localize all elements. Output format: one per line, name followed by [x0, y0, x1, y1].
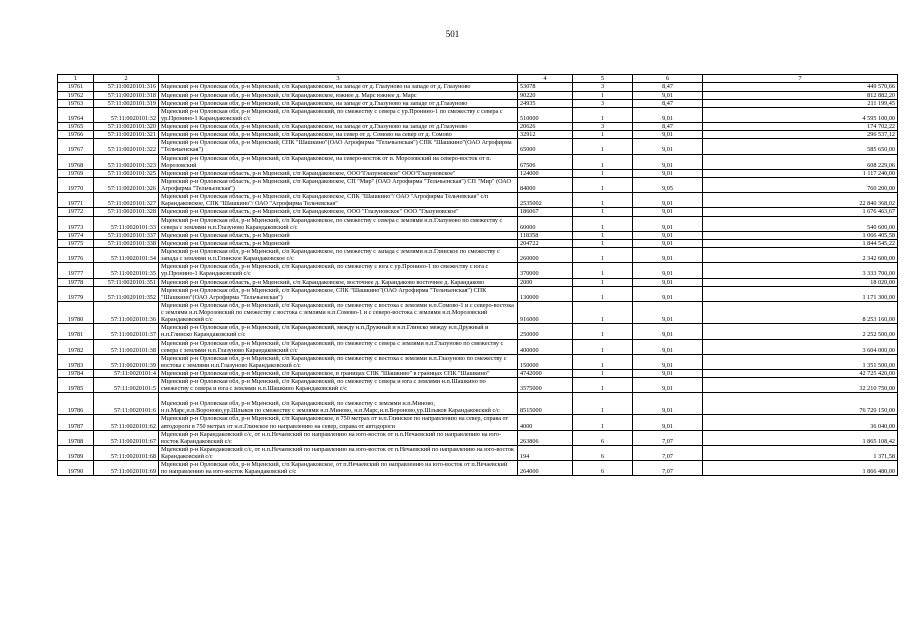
- rate-value: 9,01: [633, 231, 703, 239]
- row-number: 19767: [58, 139, 94, 154]
- column-5-value: 1: [573, 354, 633, 369]
- cadastral-number: 57:11:0020101:5: [94, 378, 159, 393]
- column-5-value: 1: [573, 370, 633, 378]
- table-row: [58, 461, 898, 476]
- location-description: Мценский р-н Орловская обл, р-н Мценский, с/п Карандаковское, по смежеству с запада с землями н.п.Глинское по смежеству с запада с землями н.п.Глинское Карандаковское с/с: [159, 248, 518, 263]
- header-col-3: 3: [159, 75, 518, 83]
- cadastral-number: 57:11:0020101:39: [94, 354, 159, 369]
- area-value: 186067: [518, 208, 573, 216]
- cadastral-number: 57:11:0020101:325: [94, 169, 159, 177]
- rate-value: 9,01: [633, 286, 703, 301]
- sum-value: 32 210 750,00: [703, 378, 898, 393]
- area-value: 67506: [518, 154, 573, 169]
- location-description: Мценский р-н Орловская обл, р-н Мценский, с/п Карандаковское, от п.Нечаевский по направлению на юго-восток от п.Нечаевский по направлению на юго-восток Карандаковский с/с: [159, 461, 518, 476]
- cadastral-number: 57:11:0020101:327: [94, 193, 159, 208]
- location-description: Мценский р-н Орловская обл, р-н Мценский, с/п Карандаковское, в 750 метрах от н.п.Глинское по направлению на север, справа от автодороги в 750 метрах от н.п.Глинское по направлению на север, справа от автодороги: [159, 415, 518, 430]
- area-value: 2535002: [518, 193, 573, 208]
- area-value: 260000: [518, 248, 573, 263]
- sum-value: 1 171 300,00: [703, 286, 898, 301]
- row-number: 19778: [58, 278, 94, 286]
- area-value: 510000: [518, 107, 573, 122]
- rate-value: 9,01: [633, 154, 703, 169]
- location-description: Мценский р-н Карандаковский с/с, от н.п.Нечаевский по направлению на юго-восток от п.Нечаевский по направлению на юго-восток Карандаковский с/с: [159, 445, 518, 460]
- sum-value: 18 020,00: [703, 278, 898, 286]
- location-description: Мценский р-н Орловская обл, р-н Мценский, с/п Карандаковский, по смежеству с юга с ур.Пронино-1 по смежеству с юга с ур.Пронино-1 Карандаковский с/с: [159, 263, 518, 278]
- location-description: Мценский р-н Орловская обл, р-н Мценский, с/п Карандаковское, на северо-восток от п. Морозовский на северо-восток от п. Морозовский: [159, 154, 518, 169]
- table-row: [58, 393, 898, 415]
- column-5-value: 1: [573, 216, 633, 231]
- sum-value: 1 371,58: [703, 445, 898, 460]
- table-row: [58, 430, 898, 445]
- row-number: 19785: [58, 378, 94, 393]
- sum-value: 760 200,00: [703, 177, 898, 192]
- rate-value: 8,47: [633, 83, 703, 91]
- table-row: [58, 231, 898, 239]
- row-number: 19770: [58, 177, 94, 192]
- table-row: [58, 339, 898, 354]
- row-number: 19788: [58, 430, 94, 445]
- cadastral-number: 57:11:0020101:33: [94, 216, 159, 231]
- row-number: 19786: [58, 393, 94, 415]
- sum-value: 1 066 405,58: [703, 231, 898, 239]
- row-number: 19780: [58, 301, 94, 323]
- column-5-value: 3: [573, 123, 633, 131]
- table-row: [58, 99, 898, 107]
- cadastral-number: 57:11:0020101:316: [94, 83, 159, 91]
- column-5-value: 1: [573, 415, 633, 430]
- row-number: 19789: [58, 445, 94, 460]
- table-row: [58, 378, 898, 393]
- column-5-value: 3: [573, 99, 633, 107]
- cadastral-number: 57:11:0020101:35: [94, 263, 159, 278]
- cadastral-number: 57:11:0020101:32: [94, 107, 159, 122]
- sum-value: 1 676 463,67: [703, 208, 898, 216]
- area-value: 2000: [518, 278, 573, 286]
- sum-value: 608 229,06: [703, 154, 898, 169]
- area-value: 20626: [518, 123, 573, 131]
- header-col-6: 6: [633, 75, 703, 83]
- rate-value: 9,01: [633, 354, 703, 369]
- area-value: 4000: [518, 415, 573, 430]
- rate-value: 9,01: [633, 393, 703, 415]
- row-number: 19768: [58, 154, 94, 169]
- table-row: [58, 324, 898, 339]
- table-row: [58, 248, 898, 263]
- column-5-value: 1: [573, 324, 633, 339]
- row-number: 19773: [58, 216, 94, 231]
- sum-value: 1 865 108,42: [703, 430, 898, 445]
- column-5-value: 3: [573, 83, 633, 91]
- area-value: 916000: [518, 301, 573, 323]
- location-description: Мценский р-н Орловская обл, р-н Мценский, с/п Карандаковское, по смежеству с севера с землями н.п.Глазуново по смежеству с севера с землями н.п.Глазуново Карандаковский с/с: [159, 216, 518, 231]
- table-row: [58, 278, 898, 286]
- land-register-table: [57, 74, 898, 476]
- rate-value: 9,01: [633, 248, 703, 263]
- column-5-value: 1: [573, 339, 633, 354]
- row-number: 19779: [58, 286, 94, 301]
- column-5-value: 1: [573, 193, 633, 208]
- cadastral-number: 57:11:0020101:319: [94, 99, 159, 107]
- rate-value: 9,01: [633, 324, 703, 339]
- area-value: 4742000: [518, 370, 573, 378]
- rate-value: 9,01: [633, 263, 703, 278]
- table-row: [58, 123, 898, 131]
- sum-value: 540 600,00: [703, 216, 898, 231]
- column-5-value: 1: [573, 378, 633, 393]
- cadastral-number: 57:11:0020101:67: [94, 430, 159, 445]
- location-description: Мценский р-н Орловская область, р-н Мценский: [159, 239, 518, 247]
- cadastral-number: 57:11:0020101:326: [94, 177, 159, 192]
- cadastral-number: 57:11:0020101:34: [94, 248, 159, 263]
- table-row: [58, 239, 898, 247]
- cadastral-number: 57:11:0020101:328: [94, 208, 159, 216]
- rate-value: 9,01: [633, 378, 703, 393]
- column-5-value: 1: [573, 248, 633, 263]
- table-row: [58, 286, 898, 301]
- cadastral-number: 57:11:0020101:320: [94, 123, 159, 131]
- area-value: 53078: [518, 83, 573, 91]
- row-number: 19771: [58, 193, 94, 208]
- sum-value: 2 342 600,00: [703, 248, 898, 263]
- cadastral-number: 57:11:0020101:323: [94, 154, 159, 169]
- cadastral-number: 57:11:0020101:337: [94, 231, 159, 239]
- location-description: Мценский р-н Орловская обл, р-н Мценский, с/п Карандаковский, между н.п.Дружный и н.п.Глинско между н.п.Дружный и н.п.Глинско Карандаковский с/с: [159, 324, 518, 339]
- row-number: 19762: [58, 91, 94, 99]
- rate-value: 9,01: [633, 216, 703, 231]
- table-row: [58, 139, 898, 154]
- table-row: [58, 301, 898, 323]
- rate-value: 9,01: [633, 91, 703, 99]
- rate-value: 8,47: [633, 123, 703, 131]
- row-number: 19761: [58, 83, 94, 91]
- sum-value: 1 866 480,00: [703, 461, 898, 476]
- table-row: [58, 415, 898, 430]
- sum-value: 1 117 240,00: [703, 169, 898, 177]
- sum-value: 36 040,00: [703, 415, 898, 430]
- header-col-5: 5: [573, 75, 633, 83]
- cadastral-number: 57:11:0020101:37: [94, 324, 159, 339]
- location-description: Мценский р-н Орловская область, р-н Мценский: [159, 231, 518, 239]
- area-value: 264000: [518, 461, 573, 476]
- cadastral-number: 57:11:0020101:321: [94, 131, 159, 139]
- row-number: 19769: [58, 169, 94, 177]
- table-row: [58, 208, 898, 216]
- table-row: [58, 216, 898, 231]
- sum-value: 76 720 150,00: [703, 393, 898, 415]
- column-5-value: 6: [573, 461, 633, 476]
- column-5-value: 1: [573, 239, 633, 247]
- column-5-value: 1: [573, 107, 633, 122]
- column-5-value: 1: [573, 91, 633, 99]
- area-value: 60000: [518, 216, 573, 231]
- row-number: 19774: [58, 231, 94, 239]
- table-row: [58, 107, 898, 122]
- sum-value: 174 702,22: [703, 123, 898, 131]
- sum-value: 211 199,45: [703, 99, 898, 107]
- rate-value: 9,01: [633, 278, 703, 286]
- table-row: [58, 177, 898, 192]
- area-value: 194: [518, 445, 573, 460]
- rate-value: 7,07: [633, 430, 703, 445]
- area-value: 118358: [518, 231, 573, 239]
- column-5-value: 1: [573, 278, 633, 286]
- sum-value: 3 333 700,00: [703, 263, 898, 278]
- location-description: Мценский р-н Орловская обл, р-н Мценский, с/п Карандаковский, по смежеству с севера и юга с землями н.п.Шашкино по смежеству с севера и юга с землями н.п.Шашкино Карандаковский с/с: [159, 378, 518, 393]
- area-value: 65000: [518, 139, 573, 154]
- sum-value: 585 650,00: [703, 139, 898, 154]
- column-5-value: 1: [573, 177, 633, 192]
- area-value: 263806: [518, 430, 573, 445]
- row-number: 19782: [58, 339, 94, 354]
- area-value: 204722: [518, 239, 573, 247]
- table-row: [58, 370, 898, 378]
- location-description: Мценский р-н Орловская обл, р-н Мценский, с/п Карандаковское, на западе от д.Глазуново на западе от д.Глазуново: [159, 123, 518, 131]
- area-value: 250000: [518, 324, 573, 339]
- location-description: Мценский р-н Орловская область, р-н Мценский, с/п Карандаковское, СП "Мир" (ОАО Агрофирма "Тельчьенская") СП "Мир" (ОАО Агрофирма "Тельчьенская"): [159, 177, 518, 192]
- column-5-value: 1: [573, 286, 633, 301]
- column-5-value: 1: [573, 169, 633, 177]
- table-row: [58, 91, 898, 99]
- row-number: 19766: [58, 131, 94, 139]
- area-value: 370000: [518, 263, 573, 278]
- location-description: Мценский р-н Орловская обл, р-н Мценский, с/п Карандаковское, в границах СПК "Шашкино" в границах СПК "Шашкино": [159, 370, 518, 378]
- location-description: Мценский р-н Орловская обл, р-н Мценский, с/п Карандаковский, по смежеству с востока с землями н.п.Сомово-1 и с северо-востока с землями н.п.Морозовский по смежеству с востока с землями н.п.Сомово-1 и с северо-востока с землями н.п.Морозовский Карандаковский с/с: [159, 301, 518, 323]
- area-value: 3575000: [518, 378, 573, 393]
- sum-value: 1 351 500,00: [703, 354, 898, 369]
- cadastral-number: 57:11:0020101:69: [94, 461, 159, 476]
- area-value: 130000: [518, 286, 573, 301]
- rate-value: 7,07: [633, 445, 703, 460]
- table-row: [58, 154, 898, 169]
- header-col-1: 1: [58, 75, 94, 83]
- cadastral-number: 57:11:0020101:351: [94, 278, 159, 286]
- area-value: 400000: [518, 339, 573, 354]
- rate-value: 9,01: [633, 208, 703, 216]
- area-value: 24935: [518, 99, 573, 107]
- area-value: 32912: [518, 131, 573, 139]
- cadastral-number: 57:11:0020101:4: [94, 370, 159, 378]
- column-5-value: 1: [573, 393, 633, 415]
- header-col-7: 7: [703, 75, 898, 83]
- table-row: [58, 83, 898, 91]
- sum-value: 4 595 100,00: [703, 107, 898, 122]
- sum-value: 2 252 500,00: [703, 324, 898, 339]
- cadastral-number: 57:11:0020101:352: [94, 286, 159, 301]
- location-description: Мценский р-н Орловская область, р-н Мценский, с/п Карандаковское, восточнее д. Карандаково восточнее д. Карандаково: [159, 278, 518, 286]
- rate-value: 9,01: [633, 107, 703, 122]
- row-number: 19765: [58, 123, 94, 131]
- sum-value: 1 844 545,22: [703, 239, 898, 247]
- table-row: [58, 263, 898, 278]
- sum-value: 449 570,66: [703, 83, 898, 91]
- cadastral-number: 57:11:0020101:62: [94, 415, 159, 430]
- rate-value: 9,01: [633, 239, 703, 247]
- row-number: 19776: [58, 248, 94, 263]
- location-description: Мценский р-н Орловская обл, р-н Мценский, с/п Карандаковский, по смежеству с востока с землями н.п.Глазуново по смежеству с востока с землями н.п.Глазуново Карандаковский с/с: [159, 354, 518, 369]
- row-number: 19777: [58, 263, 94, 278]
- rate-value: 9,01: [633, 193, 703, 208]
- page-number: 501: [445, 29, 460, 39]
- rate-value: 9,01: [633, 415, 703, 430]
- location-description: Мценский р-н Орловская обл, р-н Мценский, с/п Карандаковское, на север от д. Сомово на север от д. Сомово: [159, 131, 518, 139]
- rate-value: 9,01: [633, 169, 703, 177]
- area-value: 90220: [518, 91, 573, 99]
- header-col-4: 4: [518, 75, 573, 83]
- sum-value: 8 253 160,00: [703, 301, 898, 323]
- location-description: Мценский р-н Орловская область, р-н Мценский, с/п Карандаковское, ООО"Глазуновское" ООО"Глазуновское": [159, 169, 518, 177]
- table-row: [58, 445, 898, 460]
- cadastral-number: 57:11:0020101:322: [94, 139, 159, 154]
- row-number: 19775: [58, 239, 94, 247]
- location-description: Мценский р-н Орловская обл, р-н Мценский, с/п Карандаковское, СПК "Шашкино"(ОАО Агрофирма "Тельчьенская") СПК "Шашкино"(ОАО Агрофирма "Тельчьенская"): [159, 286, 518, 301]
- rate-value: 9,01: [633, 131, 703, 139]
- location-description: Мценский р-н Орловская обл, р-н Мценский, с/п Карандаковское, на западе от д. Глазуново на западе от д. Глазуново: [159, 83, 518, 91]
- column-5-value: 1: [573, 208, 633, 216]
- table-row: [58, 354, 898, 369]
- cadastral-number: 57:11:0020101:6: [94, 393, 159, 415]
- sum-value: 42 725 420,00: [703, 370, 898, 378]
- table-row: [58, 193, 898, 208]
- sum-value: 3 604 000,00: [703, 339, 898, 354]
- header-col-2: 2: [94, 75, 159, 83]
- rate-value: 9,01: [633, 339, 703, 354]
- location-description: Мценский р-н Орловская обл, р-н Мценский, с/п Карандаковский, по смежеству с севера с ур.Пронино-1 по смежеству с севера с ур.Пронино-1 Карандаковский с/с: [159, 107, 518, 122]
- location-description: Мценский р-н Орловская область, р-н Мценский, с/п Карандаковское, ООО "Глазуновское" ООО "Глазуновское": [159, 208, 518, 216]
- rate-value: 9,01: [633, 301, 703, 323]
- location-description: Мценский р-н Орловская обл, р-н Мценский, с/п Карандаковское, южнее д. Марс южнее д. Марс: [159, 91, 518, 99]
- row-number: 19784: [58, 370, 94, 378]
- area-value: 8515000: [518, 393, 573, 415]
- sum-value: 812 882,20: [703, 91, 898, 99]
- area-value: 84000: [518, 177, 573, 192]
- cadastral-number: 57:11:0020101:36: [94, 301, 159, 323]
- location-description: Мценский р-н Орловская область, р-н Мценский, с/п Карандаковское, СПК "Шашкино"/ ОАО "Агрофирма Тельчевская" с/п Карандаковское, СПК "Шашкино"/ ОАО "Агрофирма Тельчевская": [159, 193, 518, 208]
- location-description: Мценский р-н Орловская обл, р-н Мценский, с/п Карандаковский, по смежеству с землями н.п.Миново, н.п.Марс,н.п.Вороново,ур.Шлыков по смежеству с землями н.п.Миново, н.п.Марс,н.п.Вороново,ур.Шлыков Карандаковский с/с: [159, 393, 518, 415]
- column-5-value: 1: [573, 139, 633, 154]
- row-number: 19781: [58, 324, 94, 339]
- column-5-value: 1: [573, 131, 633, 139]
- column-5-value: 1: [573, 154, 633, 169]
- sum-value: 22 840 368,02: [703, 193, 898, 208]
- row-number: 19763: [58, 99, 94, 107]
- rate-value: 9,01: [633, 370, 703, 378]
- rate-value: 8,47: [633, 99, 703, 107]
- rate-value: 9,01: [633, 139, 703, 154]
- location-description: Мценский р-н Орловская обл, р-н Мценский, СПК "Шашкино"(ОАО Агрофирма "Тельчьенская") СПК "Шашкино"(ОАО Агрофирма "Тельчьенская"): [159, 139, 518, 154]
- location-description: Мценский р-н Орловская обл, р-н Мценский, с/п Карандаковское, на западе от д.Глазуново на западе от д.Глазуново: [159, 99, 518, 107]
- row-number: 19772: [58, 208, 94, 216]
- column-5-value: 6: [573, 430, 633, 445]
- cadastral-number: 57:11:0020101:38: [94, 339, 159, 354]
- cadastral-number: 57:11:0020101:68: [94, 445, 159, 460]
- row-number: 19764: [58, 107, 94, 122]
- area-value: 124000: [518, 169, 573, 177]
- rate-value: 7,07: [633, 461, 703, 476]
- row-number: 19790: [58, 461, 94, 476]
- row-number: 19787: [58, 415, 94, 430]
- row-number: 19783: [58, 354, 94, 369]
- column-5-value: 1: [573, 263, 633, 278]
- column-5-value: 6: [573, 445, 633, 460]
- location-description: Мценский р-н Орловская обл, р-н Мценский, с/п Карандаковский, по смежеству с севера с землями н.п.Глазуново по смежеству с севера с землями н.п.Глазуново Карандаковский с/с: [159, 339, 518, 354]
- cadastral-number: 57:11:0020101:318: [94, 91, 159, 99]
- area-value: 150000: [518, 354, 573, 369]
- header-row: [58, 75, 898, 83]
- column-5-value: 1: [573, 231, 633, 239]
- location-description: Мценский р-н Карандаковский с/с, от н.п.Нечаевский по направлению на юго-восток от н.п.Нечаевский по направлению на юго-восток Карандаковский с/с: [159, 430, 518, 445]
- sum-value: 296 537,12: [703, 131, 898, 139]
- rate-value: 9,05: [633, 177, 703, 192]
- cadastral-number: 57:11:0020101:338: [94, 239, 159, 247]
- table-row: [58, 169, 898, 177]
- table-row: [58, 131, 898, 139]
- column-5-value: 1: [573, 301, 633, 323]
